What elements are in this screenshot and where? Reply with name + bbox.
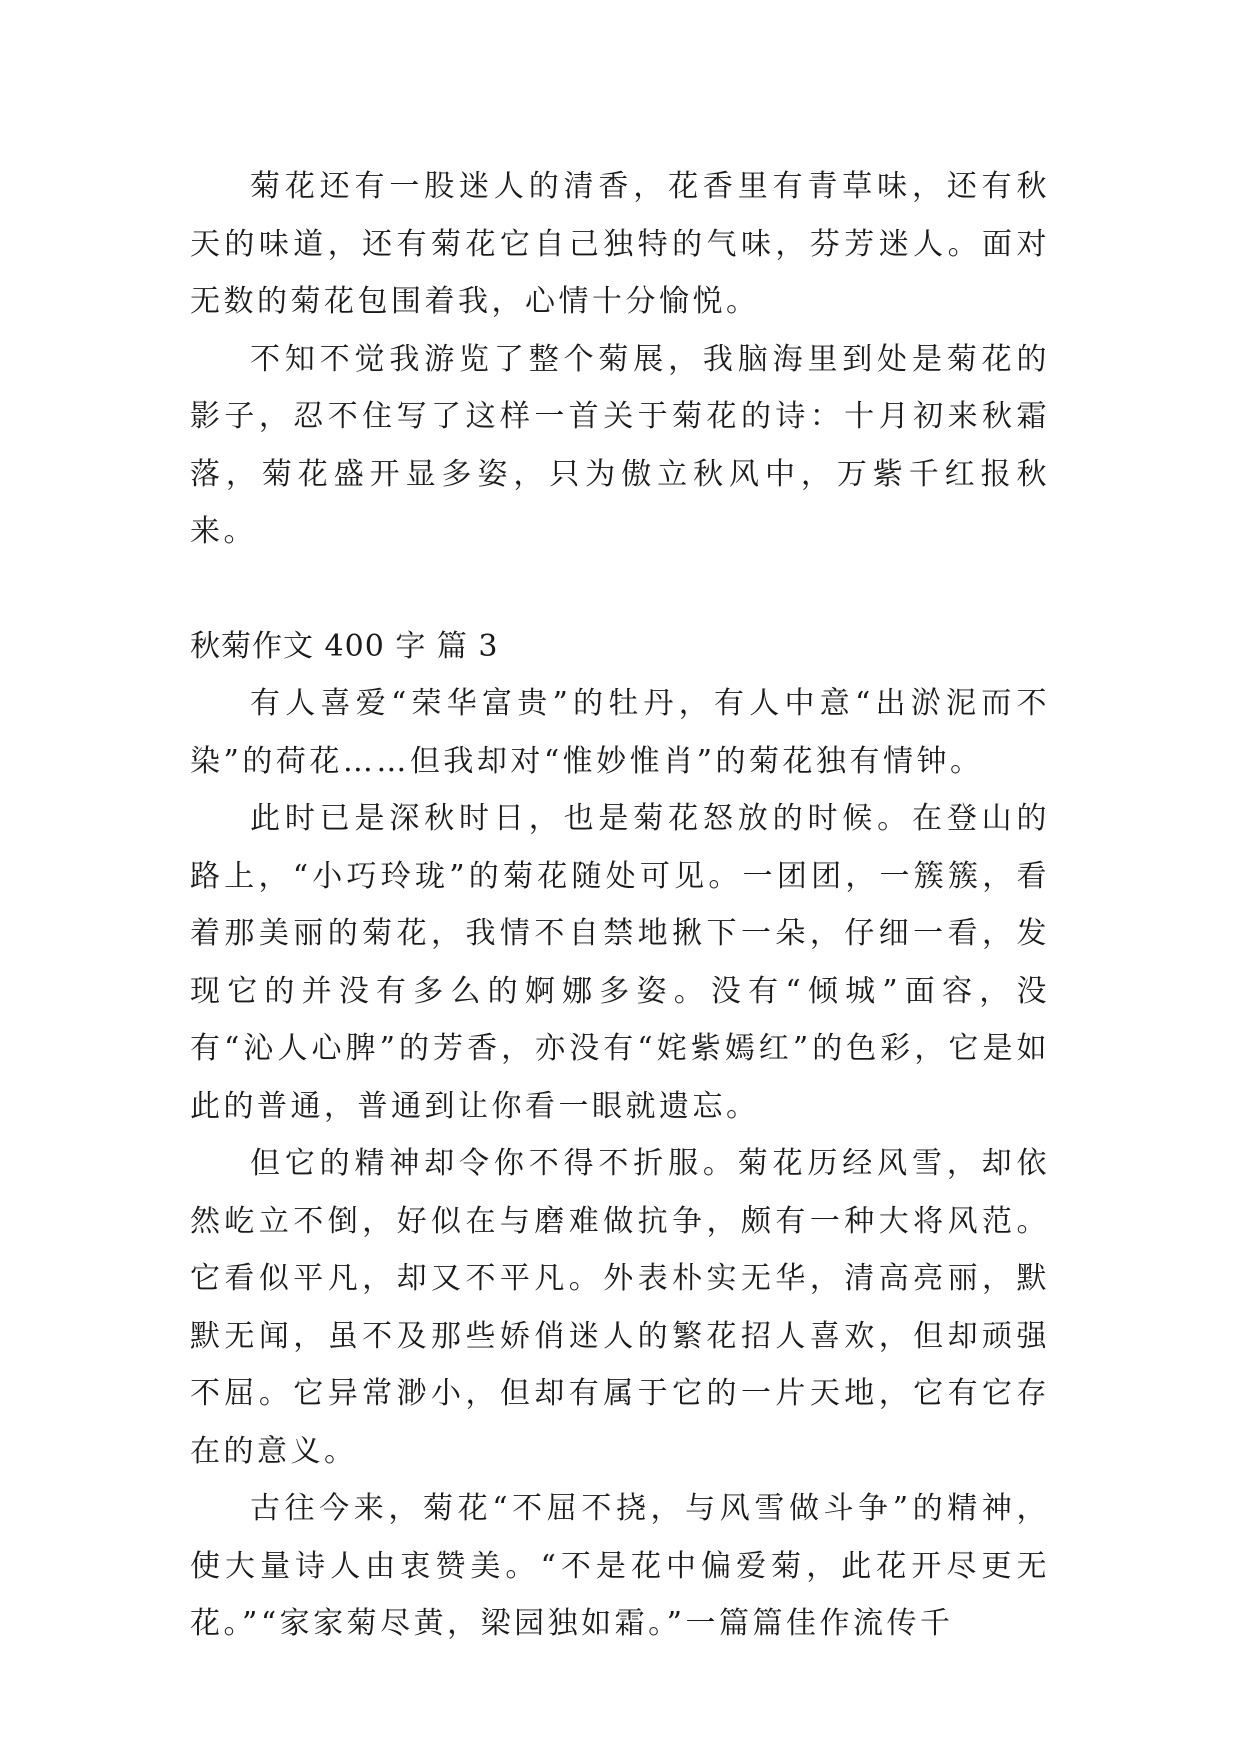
paragraph: 古往今来，菊花“不屈不挠，与风雪做斗争”的精神，使大量诗人由衷赞美。“不是花中偏爱菊，此花开尽更无花。”“家家菊尽黄，梁园独如霜。”一篇篇佳作流传千	[190, 1491, 1050, 1641]
document-body	[190, 158, 1050, 1653]
paragraph: 此时已是深秋时日，也是菊花怒放的时候。在登山的路上，“小巧玲珑”的菊花随处可见。一团团，一簇簇，看着那美丽的菊花，我情不自禁地揪下一朵，仔细一看，发现它的并没有多么的婀娜多姿。没有“倾城”面容，没有“沁人心脾”的芳香，亦没有“姹紫嫣红”的色彩，它是如此的普通，普通到让你看一眼就遗忘。	[190, 801, 1050, 1124]
section-heading: 秋菊作文 400 字 篇 3	[190, 628, 499, 664]
paragraph: 菊花还有一股迷人的清香，花香里有青草味，还有秋天的味道，还有菊花它自己独特的气味，芬芳迷人。面对无数的菊花包围着我，心情十分愉悦。	[190, 169, 1050, 319]
paragraph: 但它的精神却令你不得不折服。菊花历经风雪，却依然屹立不倒，好似在与磨难做抗争，颇有一种大将风范。它看似平凡，却又不平凡。外表朴实无华，清高亮丽，默默无闻，虽不及那些娇俏迷人的繁花招人喜欢，但却顽强不屈。它异常渺小，但却有属于它的一片天地，它有它存在的意义。	[190, 1146, 1050, 1469]
paragraph: 有人喜爱“荣华富贵”的牡丹，有人中意“出淤泥而不染”的荷花……但我却对“惟妙惟肖”的菊花独有情钟。	[190, 686, 1050, 779]
paragraph: 不知不觉我游览了整个菊展，我脑海里到处是菊花的影子，忍不住写了这样一首关于菊花的诗：十月初来秋霜落，菊花盛开显多姿，只为傲立秋风中，万紫千红报秋来。	[190, 341, 1050, 549]
